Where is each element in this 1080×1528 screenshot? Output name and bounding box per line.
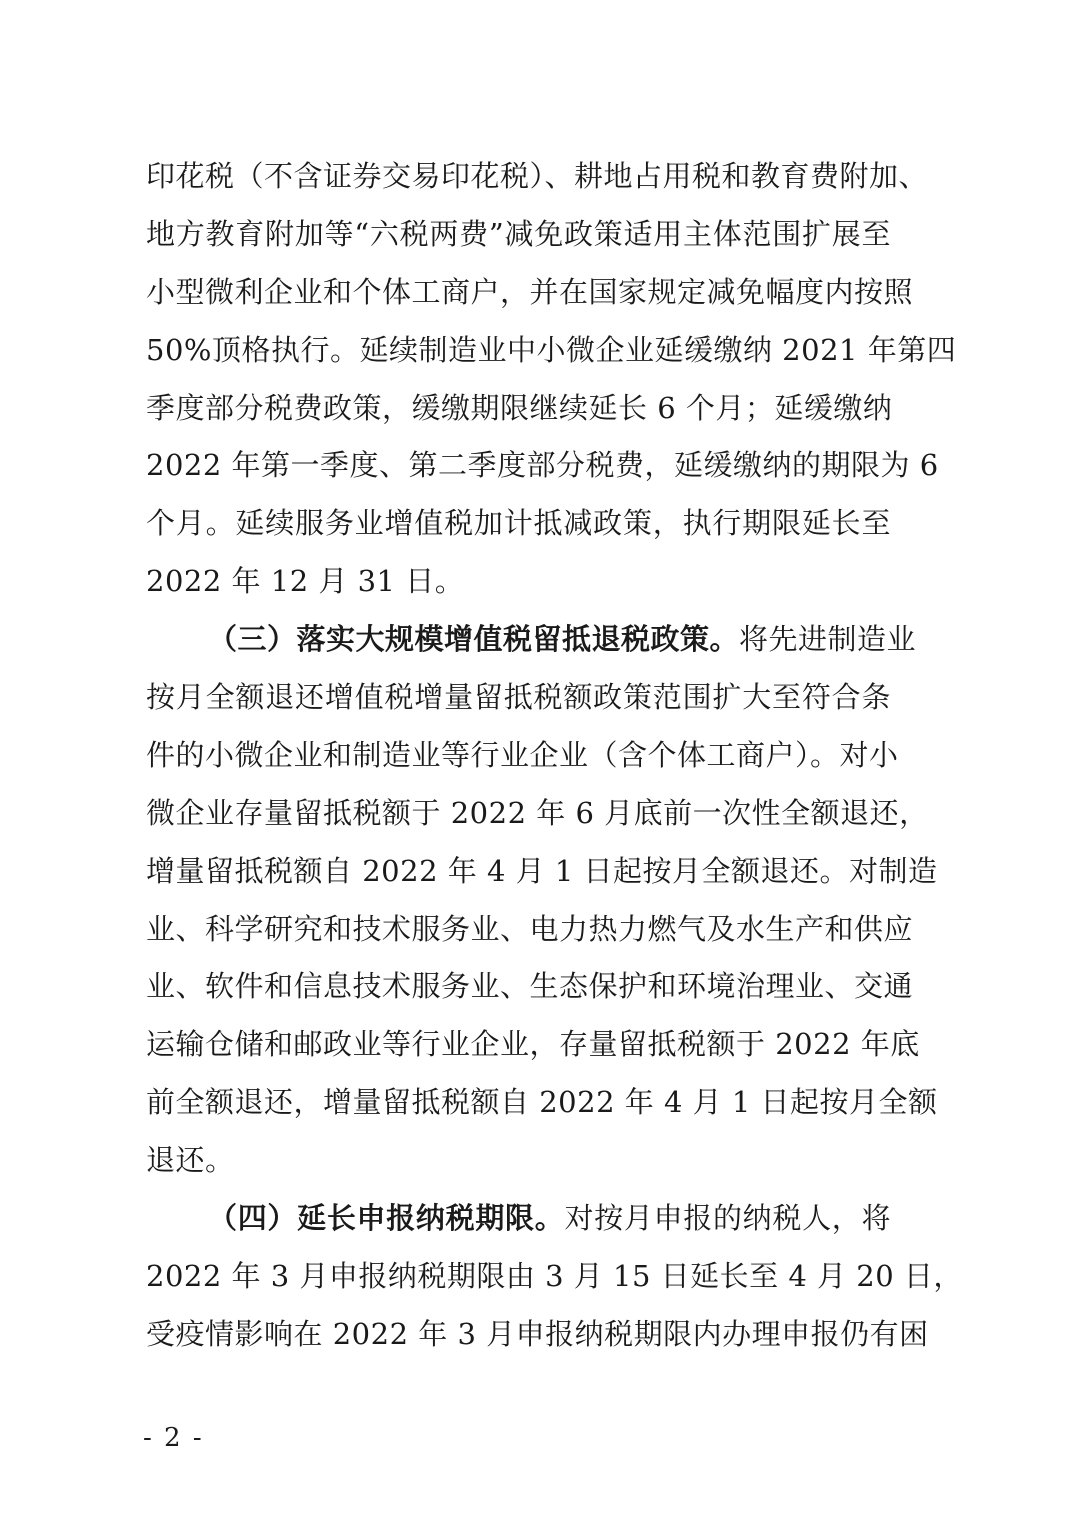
text-line xyxy=(146,611,917,669)
text-line: 地方教育附加等“六税两费”减免政策适用主体范围扩展至 xyxy=(146,216,891,251)
text-span: 将先进制造业 xyxy=(739,622,917,657)
text-span: 对按月申报的纳税人，将 xyxy=(564,1201,891,1236)
text-line: 按月全额退还增值税增量留抵税额政策范围扩大至符合条 xyxy=(146,680,891,715)
text-line: 2022 年 12 月 31 日。 xyxy=(146,564,465,599)
text-line: 季度部分税费政策，缓缴期限继续延长 6 个月；延缓缴纳 xyxy=(146,390,893,425)
text-line: 增量留抵税额自 2022 年 4 月 1 日起按月全额退还。对制造 xyxy=(146,853,938,888)
paragraph-2 xyxy=(146,611,938,1190)
document-body xyxy=(146,148,963,1364)
text-line: 小型微利企业和个体工商户，并在国家规定减免幅度内按照 xyxy=(146,274,914,309)
text-line: 2022 年 3 月申报纳税期限由 3 月 15 日延长至 4 月 20 日， xyxy=(146,1258,963,1293)
paragraph-3 xyxy=(146,1190,963,1364)
text-line: 前全额退还，增量留抵税额自 2022 年 4 月 1 日起按月全额 xyxy=(146,1085,938,1120)
text-line: 微企业存量留抵税额于 2022 年 6 月底前一次性全额退还， xyxy=(146,795,929,830)
text-line: 业、科学研究和技术服务业、电力热力燃气及水生产和供应 xyxy=(146,911,914,946)
text-line: 受疫情影响在 2022 年 3 月申报纳税期限内办理申报仍有困 xyxy=(146,1316,929,1351)
section-heading: （三）落实大规模增值税留抵退税政策。 xyxy=(208,622,740,657)
text-line: 50%顶格执行。延续制造业中小微企业延缓缴纳 2021 年第四 xyxy=(146,332,957,367)
text-line xyxy=(146,1190,891,1248)
text-line: 件的小微企业和制造业等行业企业（含个体工商户）。对小 xyxy=(146,737,899,772)
text-line: 业、软件和信息技术服务业、生态保护和环境治理业、交通 xyxy=(146,969,914,1004)
text-line: 个月。延续服务业增值税加计抵减政策，执行期限延长至 xyxy=(146,506,891,541)
text-line: 2022 年第一季度、第二季度部分税费，延缓缴纳的期限为 6 xyxy=(146,448,939,483)
section-heading: （四）延长申报纳税期限。 xyxy=(208,1201,565,1236)
text-line: 印花税（不含证券交易印花税）、耕地占用税和教育费附加、 xyxy=(146,159,929,193)
page-number: - 2 - xyxy=(143,1423,204,1453)
text-line: 退还。 xyxy=(146,1143,235,1178)
text-line: 运输仓储和邮政业等行业企业，存量留抵税额于 2022 年底 xyxy=(146,1027,920,1062)
paragraph-1 xyxy=(146,148,957,611)
